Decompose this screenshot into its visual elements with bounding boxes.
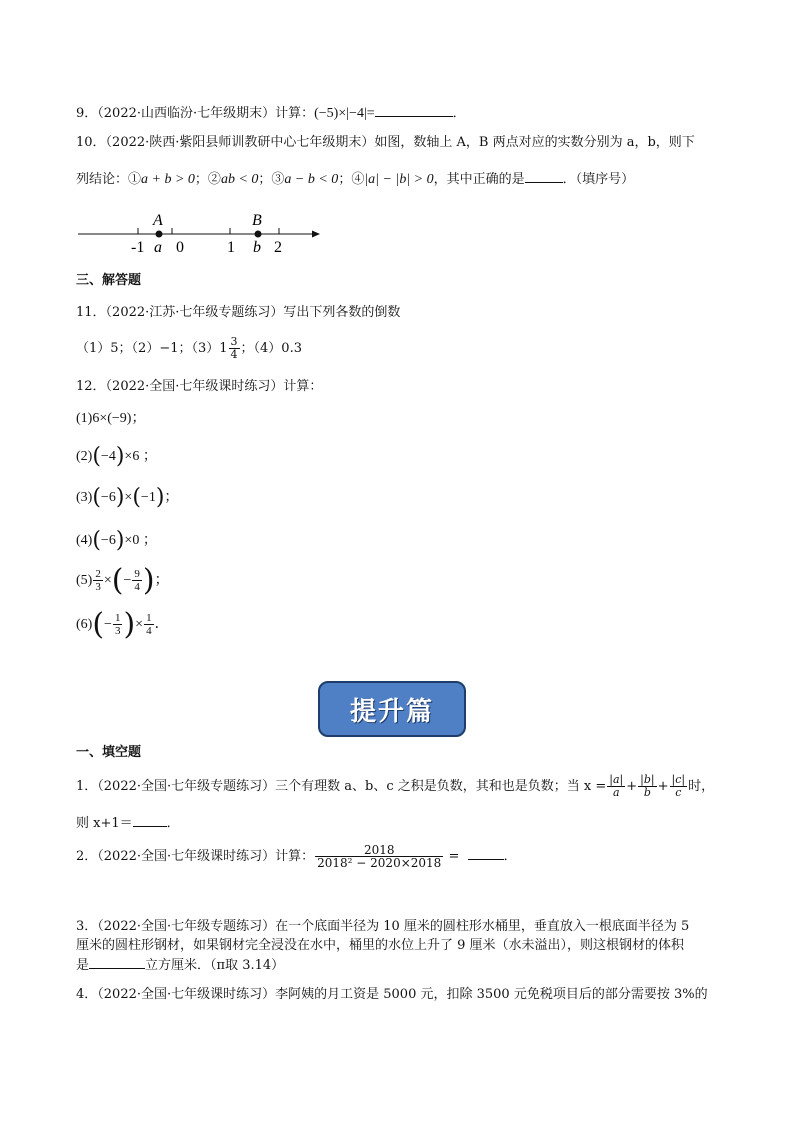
q12-p3-end: ；	[164, 490, 179, 506]
paren-open: (	[92, 528, 101, 553]
f2-equals: =	[448, 849, 460, 864]
f3-line3-start: 是	[76, 958, 90, 973]
section-heading-answers: 三、解答题	[76, 273, 142, 288]
f3-text-1: 3．（2022·全国·七年级专题练习）在一个底面半径为 10 厘米的圆柱形水桶里，垂直放入一根底面半径为 5	[76, 919, 690, 934]
q12-text: 12．（2022·全国·七年级课时练习）计算：	[76, 379, 323, 394]
paren-open: (	[92, 606, 105, 642]
q12-p4-value: −6	[100, 533, 116, 549]
q12-p5-end: ；	[154, 573, 169, 588]
q11-items-start: （1）5；（2）−1；（3）1	[76, 341, 228, 356]
f1-answer-blank[interactable]	[133, 814, 167, 827]
frac-den: 3	[95, 581, 101, 594]
number-line-figure	[72, 206, 328, 256]
tick-label-minus-1: -1	[131, 239, 145, 256]
paren-open: (	[92, 485, 101, 510]
f1-text: 1．（2022·全国·七年级专题练习）三个有理数 a、b、c 之积是负数，其和也是负数；当 x =	[76, 779, 607, 794]
q11-fraction	[229, 336, 240, 361]
question-9	[76, 104, 466, 123]
q12-p6-minus: −	[104, 617, 112, 632]
paren-close: )	[123, 606, 136, 642]
f3-line3-end: 立方厘米．（π取 3.14）	[145, 958, 285, 973]
q10-sep-2: ；②	[194, 172, 221, 187]
frac-num: 2018	[315, 844, 443, 857]
q12-p5-minus: −	[123, 573, 132, 588]
point-b-label: B	[252, 212, 262, 229]
frac-den: 2018² − 2020×2018	[317, 856, 442, 870]
fill-question-2	[76, 840, 517, 874]
q10-conclusion-3: a − b < 0	[284, 172, 339, 187]
frac-num: 9	[134, 568, 140, 581]
q10-sep-4: ；④	[338, 172, 365, 187]
paren-close: )	[115, 444, 125, 469]
frac-num: 1	[114, 612, 121, 625]
fill-question-1-line1: 1．（2022·全国·七年级专题练习）三个有理数 a、b、c 之积是负数，其和也是负数；当 x = $\frac{|a|}{a}$ + $\frac{|b|}{b}$ + $\frac{|c|}{c}$ 时，	[76, 773, 715, 799]
q12-part-2	[76, 446, 157, 468]
q10-answer-blank[interactable]	[525, 170, 563, 183]
paren-close: )	[115, 485, 125, 510]
tick-label-b: b	[253, 239, 261, 256]
q10-conclusion-4: |a| − |b| > 0	[364, 172, 434, 187]
q12-part-1: (1)6×(−9)；	[76, 411, 146, 426]
q9-end: ．	[452, 106, 466, 121]
q10-conclusion-1: a + b > 0	[141, 172, 195, 187]
tick-label-0: 0	[176, 239, 184, 256]
frac-den: 4	[134, 581, 140, 594]
question-11	[76, 304, 400, 322]
q10-prompt: ，其中正确的是	[433, 172, 525, 187]
q10-end: ．（填序号）	[562, 172, 635, 187]
q12-p5-times: ×	[103, 573, 112, 588]
frac-num: |c|	[671, 773, 686, 786]
banner-title: 提升篇	[349, 696, 434, 727]
q11-frac-den: 4	[230, 348, 238, 361]
q12-p4-index: (4)	[76, 533, 93, 549]
q12-p6-times: ×	[135, 617, 144, 632]
paren-open: (	[111, 562, 124, 598]
f3-line3	[76, 956, 284, 975]
tick-label-1: 1	[227, 239, 235, 256]
point-b-dot	[255, 231, 262, 238]
fill-question-4	[76, 986, 708, 1004]
q12-part-3	[76, 487, 178, 509]
advanced-section-banner	[318, 681, 466, 737]
q12-part-6	[76, 606, 169, 642]
paren-open: (	[92, 444, 101, 469]
frac-den: a	[612, 786, 620, 799]
frac-den: b	[643, 786, 651, 799]
q12-p3-index: (3)	[76, 490, 93, 506]
f3-text-2: 厘米的圆柱形钢材，如果钢材完全浸没在水中，桶里的水位上升了 9 厘米（水未溢出），则这根钢材的体积	[76, 938, 685, 953]
q12-p2-value: −4	[100, 449, 116, 465]
q10-conclusion-2: ab < 0	[220, 172, 259, 187]
tick-label-2: 2	[274, 239, 282, 256]
q12-p6-end: ．	[154, 617, 169, 632]
q9-text: 9．（2022·山西临汾·七年级期末）计算：	[76, 106, 315, 121]
frac-num: 1	[146, 612, 152, 625]
q11-text: 11．（2022·江苏·七年级专题练习）写出下列各数的倒数	[76, 305, 401, 320]
q12-p6-frac2	[144, 612, 154, 637]
q12-p3-value2: −1	[140, 490, 156, 506]
paren-close: )	[155, 485, 165, 510]
paren-close: )	[115, 528, 125, 553]
tick-label-a: a	[154, 239, 162, 256]
frac-num: |a|	[609, 773, 624, 786]
q12-p4-rest: ×0 ；	[124, 533, 157, 549]
q12-p3-times: ×	[124, 490, 133, 506]
q10-text: 10．（2022·陕西·紫阳县师训教研中心七年级期末）如图，数轴上 A，B 两点对应的实数分别为 a，b，则下	[76, 135, 695, 150]
question-10-line1	[76, 134, 695, 152]
fill-question-3-line2	[76, 937, 684, 955]
q12-p3-value1: −6	[100, 490, 116, 506]
q12-p2-rest: ×6 ；	[124, 449, 157, 465]
f2-end: ．	[503, 849, 517, 864]
f2-fraction	[315, 844, 443, 869]
f4-text: 4．（2022·全国·七年级课时练习）李阿姨的月工资是 5000 元，扣除 3500 元免税项目后的部分需要按 3%的	[76, 987, 708, 1002]
point-a-label: A	[153, 212, 163, 229]
fill-question-3-line1	[76, 918, 689, 936]
f1-suffix: 时，	[688, 779, 715, 794]
q12-p6-index: (6)	[76, 617, 93, 632]
section-heading-fill-blank: 一、填空题	[76, 745, 142, 760]
frac-den: c	[675, 786, 682, 799]
q12-part-5	[76, 562, 169, 598]
frac-num: 2	[95, 568, 101, 581]
q10-conclusions-label: 列结论：①	[76, 172, 142, 187]
q9-answer-blank[interactable]	[375, 104, 453, 117]
point-a-dot	[156, 231, 163, 238]
f1-frac-b	[638, 774, 656, 799]
fill-question-1-line2	[76, 814, 180, 833]
q12-part-4	[76, 530, 157, 552]
q10-sep-3: ；③	[258, 172, 285, 187]
question-10-line2	[76, 170, 634, 189]
frac-den: 4	[146, 625, 152, 638]
q11-items-end: ；（4）0.3	[240, 341, 302, 356]
q12-p5-frac1	[93, 568, 103, 593]
q11-frac-num: 3	[230, 335, 238, 348]
q12-p5-frac2	[132, 568, 142, 593]
q12-p5-index: (5)	[76, 573, 93, 588]
paren-close: )	[142, 562, 155, 598]
f1-line2-text: 则 x+1＝	[76, 816, 133, 831]
frac-num: |b|	[640, 773, 655, 786]
number-line-arrow	[312, 231, 320, 238]
paren-open: (	[132, 485, 141, 510]
f3-answer-blank[interactable]	[89, 956, 145, 969]
q12-p2-index: (2)	[76, 449, 93, 465]
frac-den: 3	[114, 625, 121, 638]
question-11-items	[76, 336, 302, 362]
q12-p6-frac1	[113, 612, 123, 637]
f2-answer-blank[interactable]	[468, 847, 504, 860]
f1-end: ．	[166, 816, 180, 831]
f2-text: 2．（2022·全国·七年级课时练习）计算：	[76, 849, 315, 864]
question-12	[76, 378, 322, 396]
q9-expression: (−5)×|−4|=	[314, 106, 375, 121]
f1-frac-c	[670, 774, 688, 799]
f1-frac-a	[607, 774, 625, 799]
